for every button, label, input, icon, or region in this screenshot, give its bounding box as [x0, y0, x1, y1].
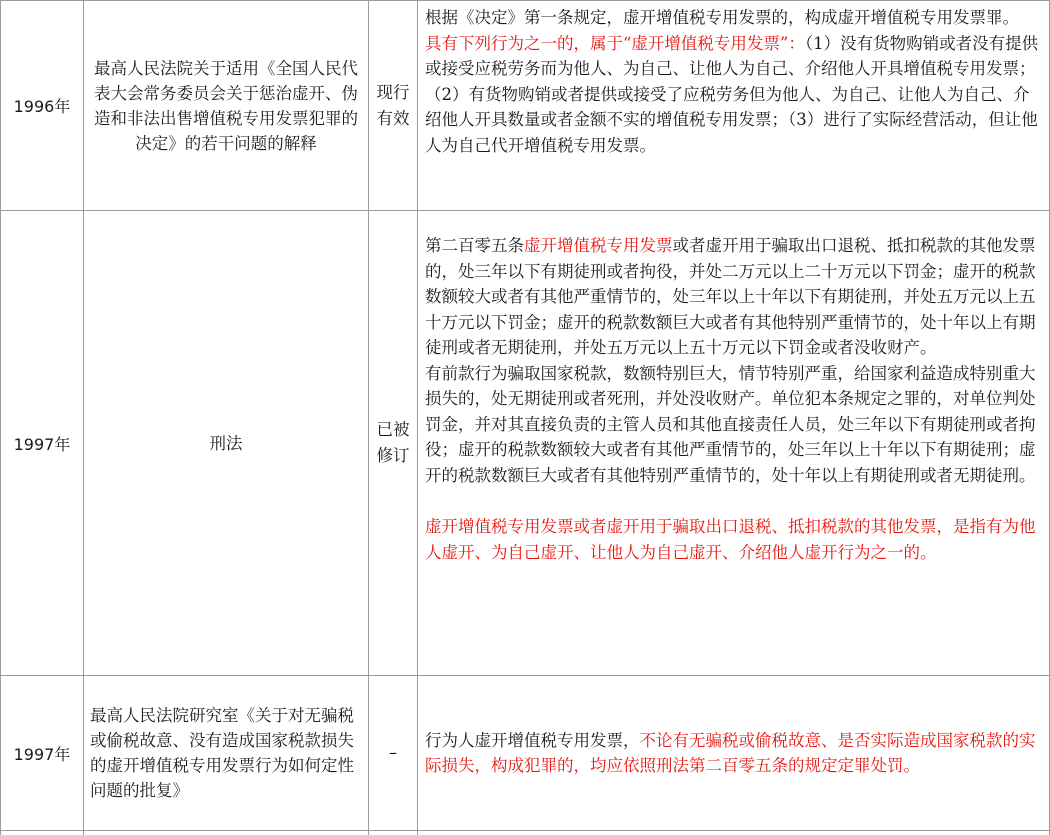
- table-row: [1, 1, 1050, 211]
- table-row-partial: [1, 831, 1050, 835]
- content-text: 行为人虚开增值税专用发票，: [425, 731, 640, 750]
- status-cell: 现行有效: [369, 1, 418, 211]
- content-paragraph: 根据《决定》第一条规定，虚开增值税专用发票的，构成虚开增值税专用发票罪。: [425, 5, 1041, 31]
- table-row: [1, 676, 1050, 831]
- content-cell: [418, 676, 1050, 831]
- content-cell: [418, 1, 1050, 211]
- table-row: [1, 211, 1050, 676]
- year-cell: 1997年: [1, 676, 84, 831]
- highlight-text: 不论有无骗税或偷税故意、是否实际造成国家税款的实际损失，构成犯罪的，均应依照刑法第二百零五条的规定定罪处罚。: [425, 731, 1036, 776]
- content-cell: [418, 211, 1050, 676]
- empty-cell: [1, 831, 84, 835]
- highlight-text: 虚开增值税专用发票: [524, 236, 673, 255]
- document-name-cell: 最高人民法院研究室《关于对无骗税或偷税故意、没有造成国家税款损失的虚开增值税专用发票行为如何定性问题的批复》: [84, 676, 369, 831]
- content-text: （1）没有货物购销或者没有提供或接受应税劳务而为他人、为自己、让他人为自己、介绍他人开具增值税专用发票；（2）有货物购销或者提供或接受了应税劳务但为他人、为自己、让他人为自己、介绍他人开具数量或者金额不实的增值税专用发票；（3）进行了实际经营活动，但让他人为自己代开增值税专用发票。: [425, 34, 1038, 155]
- status-cell: 已被修订: [369, 211, 418, 676]
- document-name-cell: 最高人民法院关于适用《全国人民代表大会常务委员会关于惩治虚开、伪造和非法出售增值税专用发票犯罪的决定》的若干问题的解释: [84, 1, 369, 211]
- content-paragraph: [425, 233, 1041, 361]
- paragraph-spacer: [425, 488, 1041, 514]
- content-paragraph: [425, 31, 1041, 159]
- status-cell: –: [369, 676, 418, 831]
- empty-cell: [418, 831, 1050, 835]
- year-cell: 1996年: [1, 1, 84, 211]
- highlight-text: 具有下列行为之一的，属于“虚开增值税专用发票”：: [425, 34, 805, 53]
- content-text: 或者虚开用于骗取出口退税、抵扣税款的其他发票的，处三年以下有期徒刑或者拘役，并处二万元以上二十万元以下罚金；虚开的税款数额较大或者有其他严重情节的，处三年以上十年以下有期徒刑，并处五万元以上五十万元以下罚金；虚开的税款数额巨大或者有其他特别严重情节的，处十年以上有期徒刑或者无期徒刑，并处五万元以上五十万元以下罚金或者没收财产。: [425, 236, 1036, 357]
- content-paragraph: 有前款行为骗取国家税款，数额特别巨大，情节特别严重，给国家利益造成特别重大损失的，处无期徒刑或者死刑，并处没收财产。单位犯本条规定之罪的，对单位判处罚金，并对其直接负责的主管人员和其他直接责任人员，处三年以下有期徒刑或者拘役；虚开的税款数额较大或者有其他严重情节的，处三年以上十年以下有期徒刑；虚开的税款数额巨大或者有其他特别严重情节的，处十年以上有期徒刑或者无期徒刑。: [425, 361, 1041, 489]
- document-name-cell: 刑法: [84, 211, 369, 676]
- content-text: 第二百零五条: [425, 236, 524, 255]
- year-cell: 1997年: [1, 211, 84, 676]
- content-paragraph: [425, 728, 1041, 779]
- highlight-paragraph: 虚开增值税专用发票或者虚开用于骗取出口退税、抵扣税款的其他发票，是指有为他人虚开、为自己虚开、让他人为自己虚开、介绍他人虚开行为之一的。: [425, 514, 1041, 565]
- empty-cell: [84, 831, 369, 835]
- empty-cell: [369, 831, 418, 835]
